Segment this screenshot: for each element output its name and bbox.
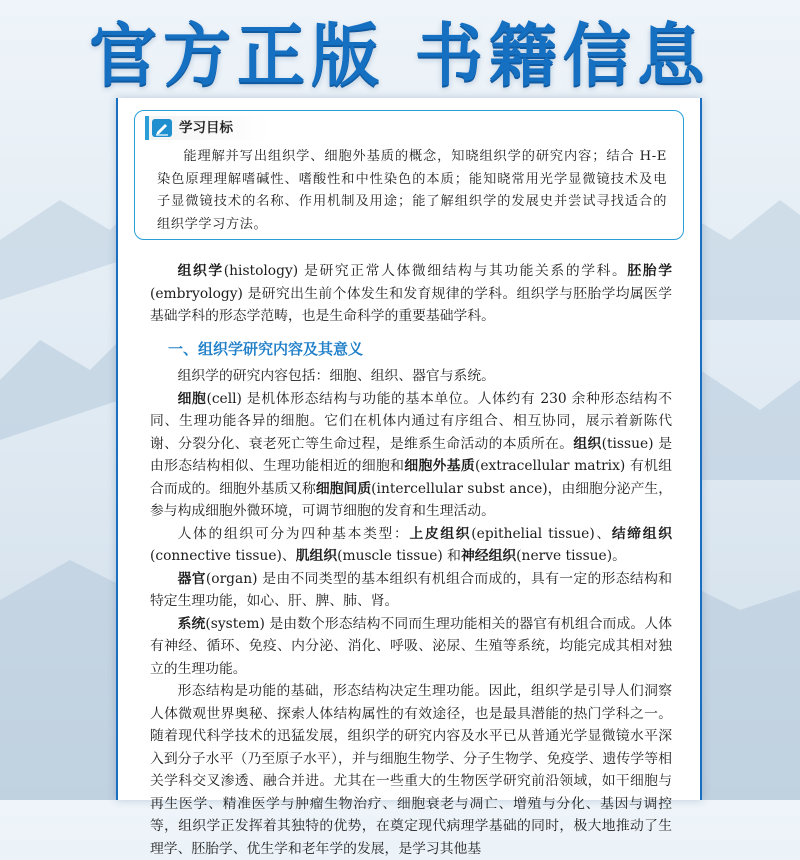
tissue-types-text-4: (muscle tissue) 和 bbox=[337, 548, 461, 564]
book-page bbox=[116, 98, 702, 857]
term-embryology: 胚胎学 bbox=[627, 263, 672, 279]
system-text: (system) 是由数个形态结构不同而生理功能相关的器官有机组合而成。人体有神经、循环、免疫、内分泌、消化、呼吸、泌尿、生殖等系统，均能完成其相对独立的生理功能。 bbox=[150, 615, 672, 677]
term-muscle: 肌组织 bbox=[295, 548, 338, 564]
cell-text: (cell) 是机体形态结构与功能的基本单位。人体约有 230 余种形态结构不同、生理功能各异的细胞。它们在机体内通过有序组合、相互协同，展示着新陈代谢、分裂分化、衰老死亡等生命过程，是维系生命活动的本质所在。 bbox=[150, 390, 672, 452]
term-cell: 细胞 bbox=[177, 390, 207, 407]
paragraph-contents: 组织学的研究内容包括：细胞、组织、器官与系统。 bbox=[177, 368, 495, 384]
paragraph-system bbox=[150, 613, 672, 681]
tissue-types-text-3: (connective tissue)、 bbox=[150, 548, 296, 564]
tissue-types-text-2: (epithelial tissue)、 bbox=[471, 525, 612, 542]
banner bbox=[0, 0, 800, 100]
term-connective: 结缔组织 bbox=[611, 525, 672, 542]
learning-objectives-box bbox=[134, 110, 684, 240]
intro-paragraph bbox=[150, 260, 672, 328]
term-organ: 器官 bbox=[177, 570, 206, 587]
ecm-text: (extracellular matrix) 有机组合而成的。细胞外基质又称 bbox=[150, 458, 673, 497]
organ-text: (organ) 是由不同类型的基本组织有机组合而成的，具有一定的形态结构和特定生理功能，如心、肝、脾、肺、肾。 bbox=[150, 570, 673, 609]
paragraph-cell bbox=[150, 388, 672, 523]
term-tissue: 组织 bbox=[573, 435, 602, 452]
paragraph-tissue-types bbox=[150, 523, 672, 568]
term-epithelial: 上皮组织 bbox=[409, 525, 472, 542]
section-heading: 一、组织学研究内容及其意义 bbox=[168, 340, 364, 358]
paragraph-organ bbox=[150, 568, 672, 613]
term-nerve: 神经组织 bbox=[460, 548, 517, 564]
tissue-types-text-1: 人体的组织可分为四种基本类型： bbox=[177, 525, 410, 542]
intro-text-1: (histology) 是研究正常人体微细结构与其功能关系的学科。 bbox=[223, 263, 628, 279]
term-extracellular-matrix: 细胞外基质 bbox=[404, 458, 475, 474]
learning-objectives-title: 学习目标 bbox=[179, 120, 233, 136]
paragraph-significance: 形态结构是功能的基础，形态结构决定生理功能。因此，组织学是引导人们洞察人体微观世界奥秘、探索人体结构属性的有效途径，也是最具潜能的热门学科之一。随着现代科学技术的迅猛发展，组织学的研究内容及水平已从普通光学显微镜水平深入到分子水平（乃至原子水平），并与细胞生物学、分子生物学、免疫学、遗传学等相关学科交叉渗透、融合并进。尤其在一些重大的生物医学研究前沿领域，如干细胞与再生医学、精准医学与肿瘤生物治疗、细胞衰老与凋亡、增殖与分化、基因与调控等，组织学正发挥着其独特的优势，在奠定现代病理学基础的同时，极大地推动了生理学、胚胎学、优生学和老年学的发展，是学习其他基 bbox=[150, 683, 672, 857]
intercellular-text: (intercellular subst ance)，由细胞分泌产生，参与构成细胞外微环境，可调节细胞的发育和生理活动。 bbox=[150, 480, 673, 519]
term-histology: 组织学 bbox=[177, 263, 224, 279]
term-intercellular-substance: 细胞间质 bbox=[315, 480, 372, 497]
tissue-text: (tissue) 是由形态结构相似、生理功能相近的细胞和 bbox=[150, 435, 673, 474]
term-system: 系统 bbox=[177, 615, 206, 632]
learning-objectives-text: 能理解并写出组织学、细胞外基质的概念，知晓组织学的研究内容；结合 H-E 染色原理理解嗜碱性、嗜酸性和中性染色的本质；能知晓常用光学显微镜技术及电子显微镜技术的名称、作用机制及用途；能了解组织学的发展史并尝试寻找适合的组织学学习方法。 bbox=[157, 149, 667, 232]
intro-text-2: (embryology) 是研究出生前个体发生和发育规律的学科。组织学与胚胎学均属医学基础学科的形态学范畴，也是生命科学的重要基础学科。 bbox=[150, 285, 672, 324]
tissue-types-text-5: (nerve tissue)。 bbox=[516, 548, 626, 564]
pencil-icon bbox=[152, 119, 172, 137]
banner-title: 官方正版 书籍信息 bbox=[89, 16, 711, 96]
learning-objectives-header bbox=[145, 116, 271, 140]
section-body bbox=[150, 365, 672, 860]
